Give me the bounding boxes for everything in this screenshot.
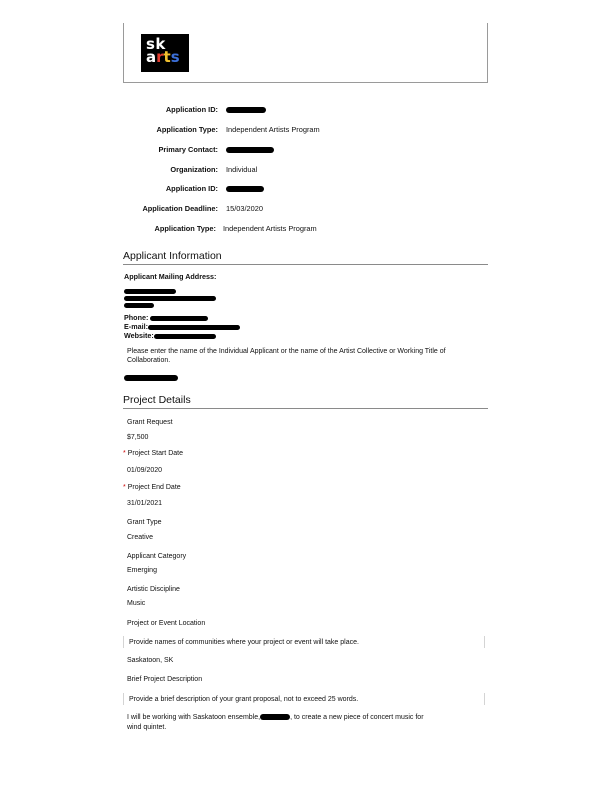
logo-letter-s: s xyxy=(170,48,180,66)
grant-request-value: $7,500 xyxy=(127,434,149,441)
meta-application-type: Application Type: Independent Artists Program xyxy=(156,125,320,134)
applicant-category-value: Emerging xyxy=(127,567,157,574)
website-row: Website: xyxy=(124,331,216,340)
redaction xyxy=(260,714,290,720)
grant-type-value: Creative xyxy=(127,534,154,541)
location-value: Saskatoon, SK xyxy=(127,657,174,664)
logo-letter-t: t xyxy=(163,48,171,66)
project-end-value: 31/01/2021 xyxy=(127,500,163,507)
sk-arts-logo xyxy=(141,34,189,72)
meta-organization: Organization: Individual xyxy=(170,165,258,174)
grant-request-label: Grant Request xyxy=(127,419,173,426)
applicant-name-value xyxy=(124,369,178,387)
redaction xyxy=(124,303,154,308)
applicant-information-heading: Applicant Information xyxy=(123,250,488,265)
artistic-discipline-value: Music xyxy=(127,600,146,607)
logo-letter-r: r xyxy=(156,48,164,66)
redaction xyxy=(148,325,240,330)
project-start-value: 01/09/2020 xyxy=(127,467,163,474)
redaction xyxy=(226,186,264,192)
email-row: E-mail: xyxy=(124,322,240,331)
phone-row: Phone: xyxy=(124,313,208,322)
meta-application-type-2: Application Type: Independent Artists Program xyxy=(154,224,317,233)
required-mark: * xyxy=(123,484,126,491)
description-hint: Provide a brief description of your grant proposal, not to exceed 25 words. xyxy=(123,693,485,705)
location-hint: Provide names of communities where your project or event will take place. xyxy=(123,636,485,648)
grant-type-label: Grant Type xyxy=(127,519,162,526)
location-label: Project or Event Location xyxy=(127,620,206,627)
description-value: I will be working with Saskatoon ensemble, , to create a new piece of concert music for wind quintet. xyxy=(127,714,424,731)
meta-application-id-2: Application ID: xyxy=(0,184,612,194)
brief-description-label: Brief Project Description xyxy=(127,676,203,683)
applicant-name-instruction: Please enter the name of the Individual Applicant or the name of the Artist Collective or Working Title of Collaboration. xyxy=(127,348,446,364)
project-start-label: * Project Start Date xyxy=(123,450,183,457)
meta-application-id: Application ID: xyxy=(0,105,612,115)
logo-line-1: sk xyxy=(146,35,166,53)
redaction xyxy=(154,334,216,339)
redaction xyxy=(150,316,208,321)
mailing-address-label: Applicant Mailing Address: xyxy=(124,272,217,281)
required-mark: * xyxy=(123,450,126,457)
project-end-label: * Project End Date xyxy=(123,484,181,491)
meta-deadline: Application Deadline: 15/03/2020 xyxy=(142,204,263,213)
applicant-category-label: Applicant Category xyxy=(127,553,187,560)
project-details-heading: Project Details xyxy=(123,394,488,409)
redaction xyxy=(226,107,266,113)
redaction xyxy=(124,375,178,381)
redaction xyxy=(226,147,274,153)
logo-line-2 xyxy=(146,48,189,66)
artistic-discipline-label: Artistic Discipline xyxy=(127,586,180,593)
meta-primary-contact: Primary Contact: xyxy=(0,145,612,155)
logo-letter-a: a xyxy=(146,48,157,66)
